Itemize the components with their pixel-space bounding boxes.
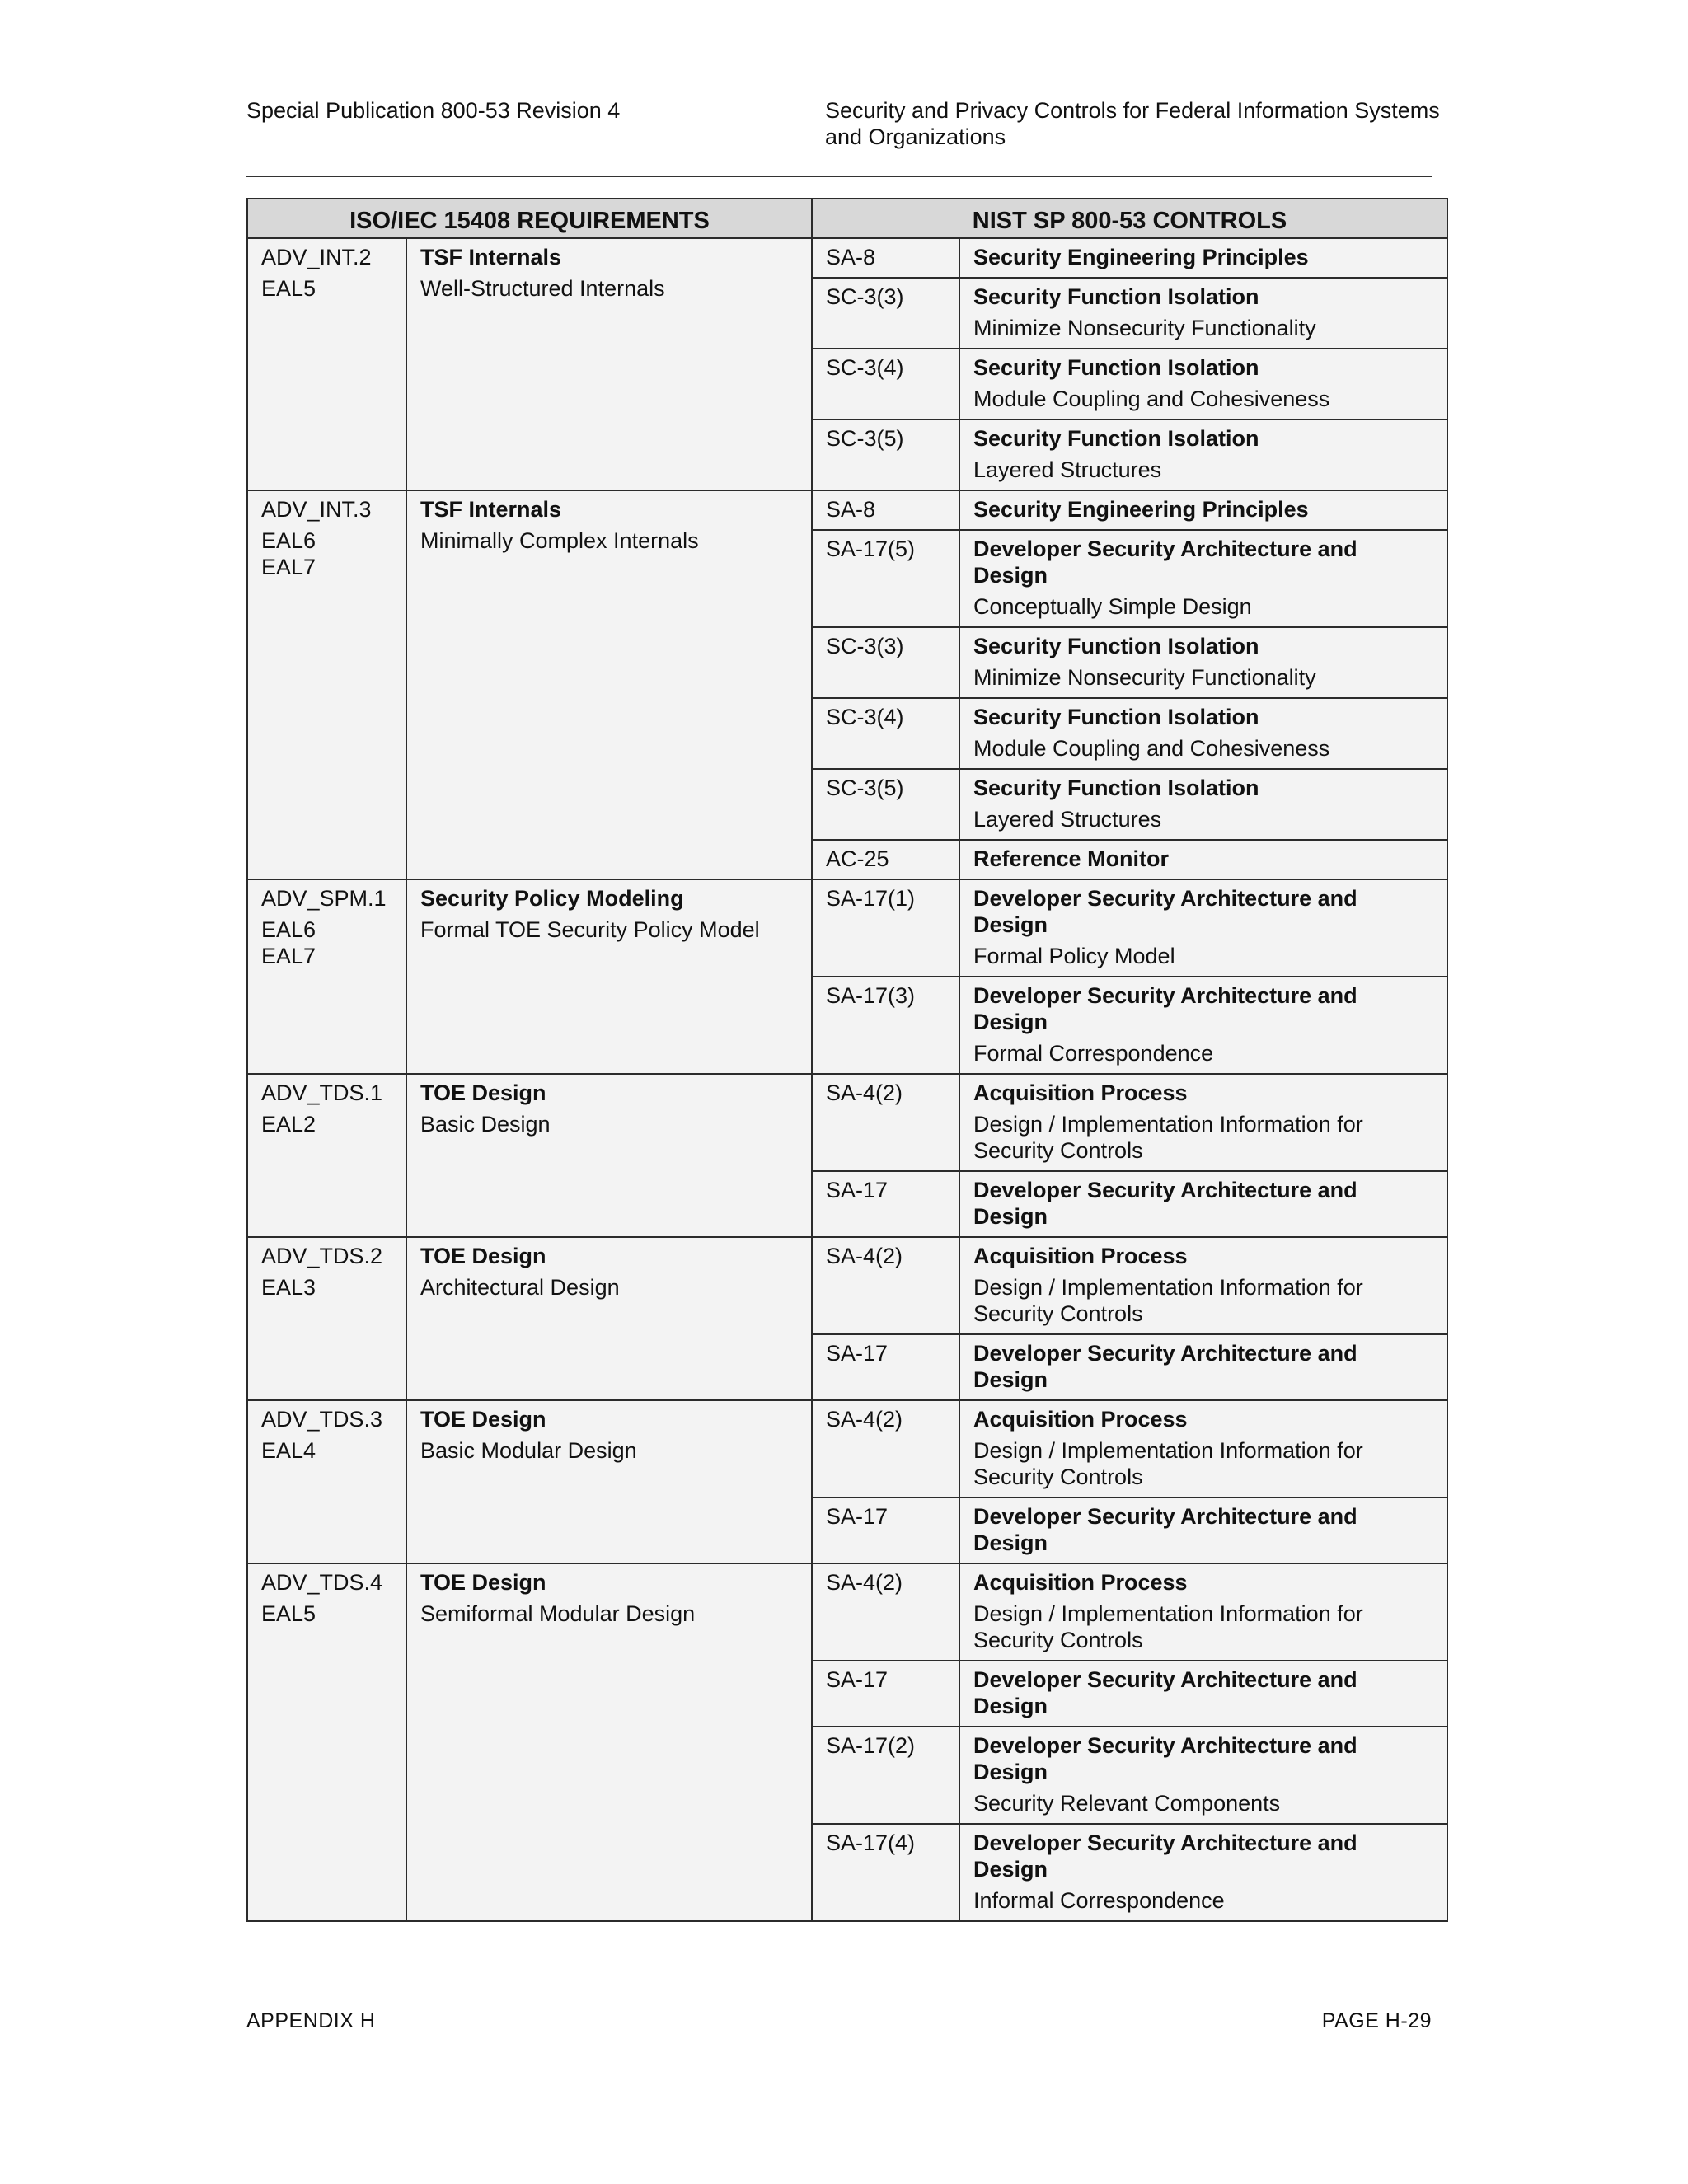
control-name-cell [959, 1727, 1447, 1824]
control-id: SA-17(3) [826, 983, 916, 1008]
table-row [247, 1563, 1447, 1661]
control-id-cell [812, 1824, 959, 1921]
control-subtitle: Minimize Nonsecurity Functionality [973, 665, 1316, 690]
control-id: SA-17(1) [826, 886, 916, 911]
control-name-cell [959, 627, 1447, 698]
requirement-title: TOE Design [420, 1570, 546, 1595]
control-subtitle: Module Coupling and Cohesiveness [973, 387, 1330, 411]
control-id: SA-17 [826, 1504, 889, 1529]
control-name-cell [959, 1824, 1447, 1921]
control-name-cell [959, 1400, 1447, 1497]
col-header-iso: ISO/IEC 15408 REQUIREMENTS [247, 199, 812, 238]
control-id: SC-3(5) [826, 426, 904, 451]
control-name-cell [959, 1074, 1447, 1171]
eal-level: EAL5 [261, 1601, 316, 1626]
eal-level: EAL4 [261, 1438, 316, 1463]
control-id: SA-4(2) [826, 1570, 903, 1595]
control-title: Developer Security Architecture and Design [973, 537, 1357, 588]
eal-level: EAL5 [261, 276, 316, 301]
requirement-title-cell [406, 1074, 812, 1237]
control-id-cell [812, 840, 959, 879]
requirement-title-cell [406, 879, 812, 1074]
control-name-cell [959, 879, 1447, 977]
control-id: SC-3(3) [826, 284, 904, 309]
requirement-subtitle: Minimally Complex Internals [420, 528, 699, 553]
control-id-cell [812, 698, 959, 769]
requirement-title-cell [406, 1237, 812, 1400]
header-title-line1: Security and Privacy Controls for Federal Information Systems [825, 98, 1440, 123]
control-title: Security Function Isolation [973, 284, 1259, 309]
control-title: Developer Security Architecture and Design [973, 886, 1357, 937]
control-name-cell [959, 530, 1447, 627]
requirement-title: TOE Design [420, 1407, 546, 1432]
control-title: Security Engineering Principles [973, 497, 1309, 522]
requirement-id-cell [247, 238, 406, 490]
control-id-cell [812, 1727, 959, 1824]
requirement-title-cell [406, 490, 812, 879]
requirement-subtitle: Basic Modular Design [420, 1438, 637, 1463]
control-id-cell [812, 1237, 959, 1334]
control-title: Developer Security Architecture and Design [973, 1178, 1357, 1229]
control-name-cell [959, 769, 1447, 840]
control-id-cell [812, 1074, 959, 1171]
control-name-cell [959, 1661, 1447, 1727]
requirement-title-cell [406, 1400, 812, 1563]
control-title: Developer Security Architecture and Design [973, 983, 1357, 1034]
control-title: Acquisition Process [973, 1570, 1188, 1595]
control-id: AC-25 [826, 846, 889, 871]
control-id: SA-8 [826, 497, 876, 522]
requirement-id: ADV_INT.3 [261, 497, 372, 522]
control-id-cell [812, 238, 959, 278]
mapping-table [246, 198, 1448, 1922]
control-id-cell [812, 769, 959, 840]
control-id-cell [812, 1497, 959, 1563]
requirement-title: Security Policy Modeling [420, 886, 684, 911]
control-subtitle: Conceptually Simple Design [973, 594, 1252, 619]
control-id: SA-17 [826, 1178, 889, 1202]
requirement-subtitle: Architectural Design [420, 1275, 620, 1300]
eal-level: EAL6 [261, 917, 316, 942]
control-title: Developer Security Architecture and Design [973, 1830, 1357, 1882]
control-title: Security Function Isolation [973, 355, 1259, 380]
table-row [247, 879, 1447, 977]
control-title: Reference Monitor [973, 846, 1170, 871]
control-name-cell [959, 698, 1447, 769]
requirement-subtitle: Formal TOE Security Policy Model [420, 917, 760, 942]
control-id-cell [812, 1400, 959, 1497]
control-id-cell [812, 627, 959, 698]
control-subtitle: Informal Correspondence [973, 1888, 1225, 1913]
header-publication: Special Publication 800-53 Revision 4 [246, 98, 621, 123]
requirement-id: ADV_TDS.2 [261, 1244, 383, 1268]
requirement-subtitle: Well-Structured Internals [420, 276, 665, 301]
requirement-title-cell [406, 1563, 812, 1921]
control-id-cell [812, 1661, 959, 1727]
control-title: Developer Security Architecture and Design [973, 1504, 1357, 1555]
control-title: Security Function Isolation [973, 634, 1259, 658]
control-name-cell [959, 419, 1447, 490]
control-id-cell [812, 977, 959, 1074]
table-row [247, 1400, 1447, 1497]
control-id-cell [812, 490, 959, 530]
control-name-cell [959, 1334, 1447, 1400]
requirement-title-cell [406, 238, 812, 490]
control-subtitle: Design / Implementation Information for Security Controls [973, 1601, 1363, 1652]
control-subtitle: Formal Correspondence [973, 1041, 1214, 1066]
footer-page-number: PAGE H-29 [1321, 2009, 1432, 2032]
requirement-subtitle: Basic Design [420, 1112, 551, 1137]
eal-level: EAL2 [261, 1112, 316, 1137]
requirement-id: ADV_SPM.1 [261, 886, 387, 911]
requirement-id-cell [247, 1074, 406, 1237]
control-subtitle: Design / Implementation Information for Security Controls [973, 1112, 1363, 1163]
control-id-cell [812, 1563, 959, 1661]
control-name-cell [959, 977, 1447, 1074]
header-divider [246, 176, 1432, 177]
control-subtitle: Minimize Nonsecurity Functionality [973, 316, 1316, 340]
control-name-cell [959, 1171, 1447, 1237]
requirement-id: ADV_INT.2 [261, 245, 372, 269]
requirement-title: TOE Design [420, 1244, 546, 1268]
requirement-title: TSF Internals [420, 497, 562, 522]
control-subtitle: Design / Implementation Information for Security Controls [973, 1275, 1363, 1326]
control-name-cell [959, 1497, 1447, 1563]
requirement-id: ADV_TDS.3 [261, 1407, 383, 1432]
control-id: SA-17(5) [826, 537, 916, 561]
eal-level: EAL6 [261, 528, 316, 553]
control-id: SC-3(3) [826, 634, 904, 658]
control-id-cell [812, 879, 959, 977]
control-subtitle: Layered Structures [973, 807, 1162, 832]
control-title: Security Function Isolation [973, 705, 1259, 729]
requirement-id-cell [247, 490, 406, 879]
control-id: SC-3(4) [826, 705, 904, 729]
control-id-cell [812, 349, 959, 419]
requirement-id: ADV_TDS.4 [261, 1570, 383, 1595]
requirement-title: TOE Design [420, 1080, 546, 1105]
footer-appendix: APPENDIX H [246, 2009, 376, 2032]
eal-level: EAL7 [261, 555, 316, 579]
control-title: Developer Security Architecture and Design [973, 1667, 1357, 1718]
control-title: Developer Security Architecture and Design [973, 1733, 1357, 1784]
table-row [247, 1074, 1447, 1171]
requirement-id-cell [247, 1400, 406, 1563]
control-title: Security Engineering Principles [973, 245, 1309, 269]
requirement-id-cell [247, 1237, 406, 1400]
control-name-cell [959, 349, 1447, 419]
requirement-id: ADV_TDS.1 [261, 1080, 383, 1105]
table-body [247, 238, 1447, 1921]
control-id: SA-17 [826, 1341, 889, 1366]
table-row [247, 1237, 1447, 1334]
requirement-id-cell [247, 1563, 406, 1921]
control-subtitle: Design / Implementation Information for Security Controls [973, 1438, 1363, 1489]
control-id: SC-3(4) [826, 355, 904, 380]
control-id: SA-17 [826, 1667, 889, 1692]
control-id-cell [812, 530, 959, 627]
eal-level: EAL7 [261, 944, 316, 968]
control-subtitle: Formal Policy Model [973, 944, 1175, 968]
control-name-cell [959, 840, 1447, 879]
control-id: SA-4(2) [826, 1080, 903, 1105]
control-id-cell [812, 1171, 959, 1237]
eal-level: EAL3 [261, 1275, 316, 1300]
table-header-row [247, 199, 1447, 238]
requirement-subtitle: Semiformal Modular Design [420, 1601, 696, 1626]
control-id-cell [812, 278, 959, 349]
header-title-line2: and Organizations [825, 124, 1006, 149]
control-title: Security Function Isolation [973, 426, 1259, 451]
control-title: Developer Security Architecture and Design [973, 1341, 1357, 1392]
control-title: Acquisition Process [973, 1407, 1188, 1432]
control-subtitle: Module Coupling and Cohesiveness [973, 736, 1330, 761]
control-id: SA-17(4) [826, 1830, 916, 1855]
control-subtitle: Security Relevant Components [973, 1791, 1281, 1816]
table-row [247, 490, 1447, 530]
col-header-nist: NIST SP 800-53 CONTROLS [812, 199, 1447, 238]
table-row [247, 238, 1447, 278]
control-id: SA-8 [826, 245, 876, 269]
requirement-title: TSF Internals [420, 245, 562, 269]
control-name-cell [959, 490, 1447, 530]
control-id: SA-4(2) [826, 1244, 903, 1268]
control-id: SC-3(5) [826, 776, 904, 800]
control-name-cell [959, 1563, 1447, 1661]
control-name-cell [959, 1237, 1447, 1334]
control-title: Acquisition Process [973, 1244, 1188, 1268]
control-title: Security Function Isolation [973, 776, 1259, 800]
control-title: Acquisition Process [973, 1080, 1188, 1105]
requirement-id-cell [247, 879, 406, 1074]
control-name-cell [959, 278, 1447, 349]
control-id: SA-4(2) [826, 1407, 903, 1432]
control-name-cell [959, 238, 1447, 278]
control-id-cell [812, 419, 959, 490]
header-document-title [825, 97, 1451, 150]
control-id: SA-17(2) [826, 1733, 916, 1758]
control-subtitle: Layered Structures [973, 457, 1162, 482]
control-id-cell [812, 1334, 959, 1400]
